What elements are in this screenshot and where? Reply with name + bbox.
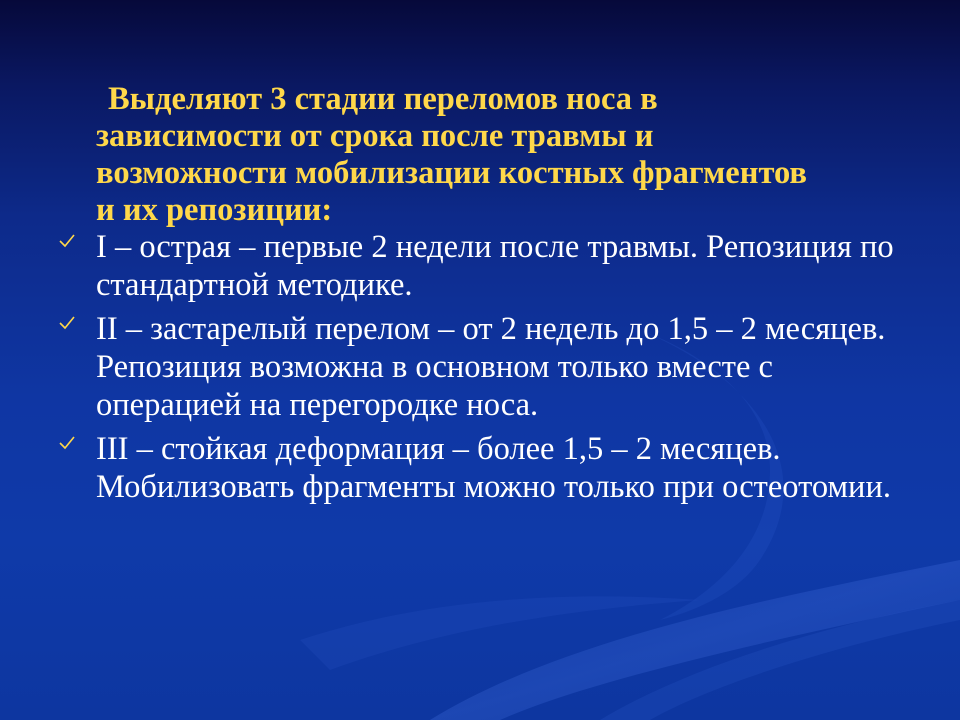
check-icon xyxy=(58,434,76,452)
bullet-list xyxy=(58,228,918,506)
bullet-text: I – острая – первые 2 недели после травмы. Репозиция по стандартной методике. xyxy=(96,229,894,303)
bullet-item-stage-3 xyxy=(58,430,918,506)
bullet-text: II – застарелый перелом – от 2 недель до 1,5 – 2 месяцев. Репозиция возможна в основном только вместе с операцией на перегородке носа. xyxy=(96,311,886,423)
slide-heading: Выделяют 3 стадии переломов носа в зависимости от срока после травмы и возможности мобилизации костных фрагментов и их репозиции: xyxy=(96,81,807,228)
bullet-item-stage-1 xyxy=(58,228,918,304)
check-icon xyxy=(58,232,76,250)
bullet-item-stage-2 xyxy=(58,310,918,424)
bullet-text: III – стойкая деформация – более 1,5 – 2 месяцев. Мобилизовать фрагменты можно только при остеотомии. xyxy=(96,431,891,505)
check-icon xyxy=(58,314,76,332)
